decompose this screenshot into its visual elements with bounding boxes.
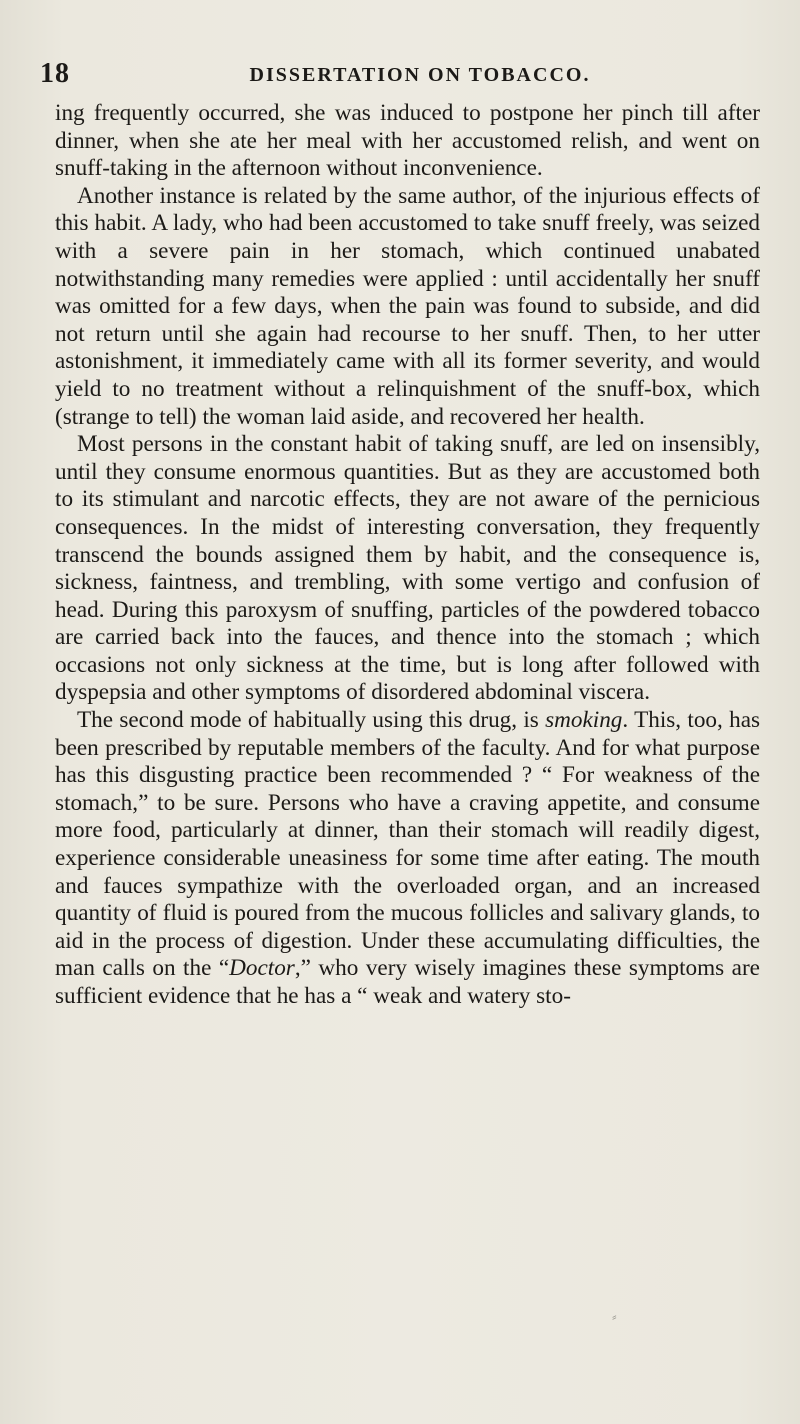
page-header bbox=[40, 58, 760, 98]
paragraph-4 bbox=[55, 707, 760, 1011]
paragraph-4-part-2: . This, too, has been prescribed by reputable members of the faculty. And for what purpose has this disgusting practice been recommended ? “ For weakness of the stomach,” to be sure. Persons who have a craving appetite, and consume more food, particularly at dinner, than their stomach will readily digest, experience considerable uneasiness for some time after eating. The mouth and fauces sympathize with the overloaded organ, and an increased quantity of fluid is poured from the mucous follicles and salivary glands, to aid in the process of digestion. Under these accumulating difficulties, the man calls on the “ bbox=[55, 707, 761, 982]
paragraph-4-part-3: ,” who very wisely imagines these symptoms are sufficient evidence that he has a “ weak and watery sto- bbox=[55, 955, 760, 1009]
body-text bbox=[55, 100, 760, 1011]
running-head: DISSERTATION ON TOBACCO. bbox=[249, 64, 591, 86]
emphasis-smoking: smoking bbox=[545, 707, 623, 734]
paragraph-2: Another instance is related by the same author, of the injurious effects of this habit. A lady, who had been accustomed to take snuff freely, was seized with a severe pain in her stomach, which continued unabated notwithstanding many remedies were applied : until accidentally her snuff was omitted for a few days, when the pain was found to subside, and did not return until she again had recourse to her snuff. Then, to her utter astonishment, it immediately came with all its former severity, and would yield to no treatment without a relinquishment of the snuff-box, which (strange to tell) the woman laid aside, and recovered her health. bbox=[55, 182, 760, 430]
paragraph-1: ing frequently occurred, she was induced to postpone her pinch till after dinner, when she ate her meal with her accustomed relish, and went on snuff-taking in the afternoon without inconvenience. bbox=[55, 100, 760, 182]
paragraph-3: Most persons in the constant habit of taking snuff, are led on insensibly, until they consume enormous quantities. But as they are accustomed both to its stimulant and narcotic effects, they are not aware of the pernicious consequences. In the midst of interesting conversation, they frequently transcend the bounds assigned them by habit, and the consequence is, sickness, faintness, and trembling, with some vertigo and confusion of head. During this paroxysm of snuffing, particles of the powdered tobacco are carried back into the fauces, and thence into the stomach ; which occasions not only sickness at the time, but is long after followed with dyspepsia and other symptoms of disordered abdominal viscera. bbox=[55, 431, 760, 706]
paragraph-4-part-1: The second mode of habitually using this drug, is bbox=[77, 707, 546, 734]
stray-ink-mark: ⸗ bbox=[612, 1310, 617, 1325]
page-number: 18 bbox=[40, 58, 70, 89]
emphasis-doctor: Doctor bbox=[229, 955, 295, 982]
